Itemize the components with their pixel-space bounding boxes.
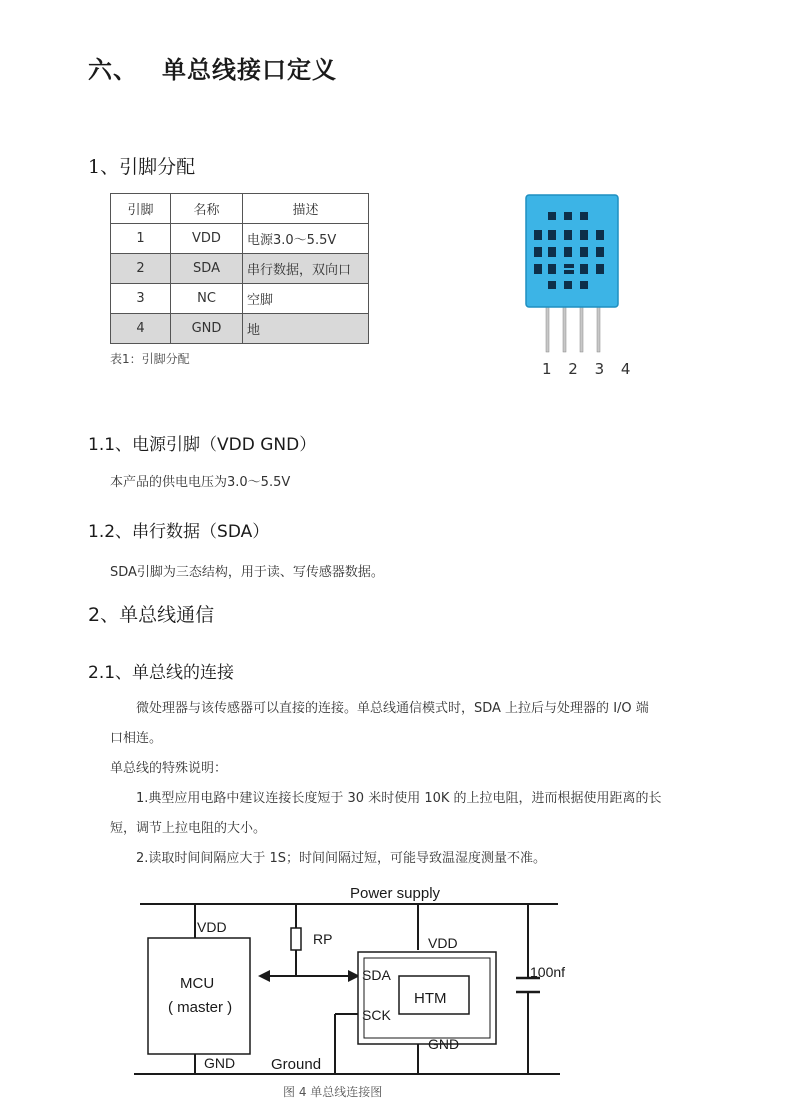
ground-label: Ground (271, 1056, 322, 1073)
pin-table-header-pin: 引脚 (111, 194, 171, 224)
vdd-left-label: VDD (197, 919, 227, 935)
sensor-pins (546, 300, 600, 352)
table-row (111, 254, 369, 284)
paragraph-line: 单总线的特殊说明： (110, 761, 228, 776)
resistor-rp (291, 928, 301, 950)
table-row (111, 224, 369, 254)
section-2-1-heading: 2.1、单总线的连接 (88, 663, 235, 683)
diagram-caption: 图 4 单总线连接图 (283, 1085, 383, 1099)
pin-table-caption: 表1：引脚分配 (110, 352, 190, 366)
gnd-right-label: GND (428, 1036, 460, 1052)
table-row (111, 314, 369, 344)
section-1-heading (88, 152, 195, 179)
section-2-heading: 2、单总线通信 (88, 604, 215, 626)
section-1-2-heading: 1.2、串行数据（SDA） (88, 522, 270, 542)
pin-description: 串行数据，双向口 (243, 254, 369, 284)
arrow-left-icon (258, 970, 270, 982)
section-1-title: 、引脚分配 (100, 156, 196, 178)
htm-label: HTM (414, 990, 447, 1007)
pin-number: 3 (111, 284, 171, 314)
circuit-diagram (0, 878, 800, 1078)
table-row (111, 284, 369, 314)
pin-name: SDA (171, 254, 243, 284)
pin-name: VDD (171, 224, 243, 254)
mcu-label: MCU (180, 975, 215, 992)
pin-name: NC (171, 284, 243, 314)
pin-number: 4 (111, 314, 171, 344)
section-1-2-text: SDA引脚为三态结构，用于读、写传感器数据。 (110, 565, 384, 580)
sda-label: SDA (362, 967, 391, 983)
paragraph-line: 短，调节上拉电阻的大小。 (110, 821, 267, 836)
sck-label: SCK (362, 1007, 391, 1023)
sensor-illustration (520, 190, 630, 360)
capacitor-label: 100nf (530, 964, 566, 980)
pin-number: 2 (111, 254, 171, 284)
paragraph-line: 2.读取时间间隔应大于 1S；时间间隔过短，可能导致温湿度测量不准。 (136, 851, 547, 866)
chapter-heading (88, 50, 337, 85)
vdd-right-label: VDD (428, 935, 458, 951)
mcu-box (148, 938, 250, 1054)
chapter-number: 六、 (88, 56, 138, 84)
pin-description: 电源3.0～5.5V (243, 224, 369, 254)
pin-table-header-desc: 描述 (243, 194, 369, 224)
section-1-1-text: 本产品的供电电压为3.0～5.5V (110, 475, 291, 490)
paragraph-line: 口相连。 (110, 731, 163, 746)
pin-table (110, 193, 369, 344)
section-1-number: 1 (88, 156, 101, 178)
power-supply-label: Power supply (350, 885, 441, 902)
paragraph-line: 1.典型应用电路中建议连接长度短于 30 米时使用 10K 的上拉电阻，进而根据使用距离的长 (136, 791, 662, 806)
gnd-left-label: GND (204, 1055, 236, 1071)
master-label: ( master ) (168, 999, 233, 1016)
chapter-title: 单总线接口定义 (162, 56, 337, 84)
pin-description: 空脚 (243, 284, 369, 314)
sensor-pin-labels: 1 2 3 4 (542, 360, 637, 378)
rp-label: RP (313, 931, 333, 947)
paragraph-line: 微处理器与该传感器可以直接的连接。单总线通信模式时，SDA 上拉后与处理器的 I/O 端 (136, 701, 649, 716)
pin-description: 地 (243, 314, 369, 344)
pin-table-header-name: 名称 (171, 194, 243, 224)
section-1-1-heading: 1.1、电源引脚（VDD GND） (88, 435, 317, 455)
pin-name: GND (171, 314, 243, 344)
pin-number: 1 (111, 224, 171, 254)
